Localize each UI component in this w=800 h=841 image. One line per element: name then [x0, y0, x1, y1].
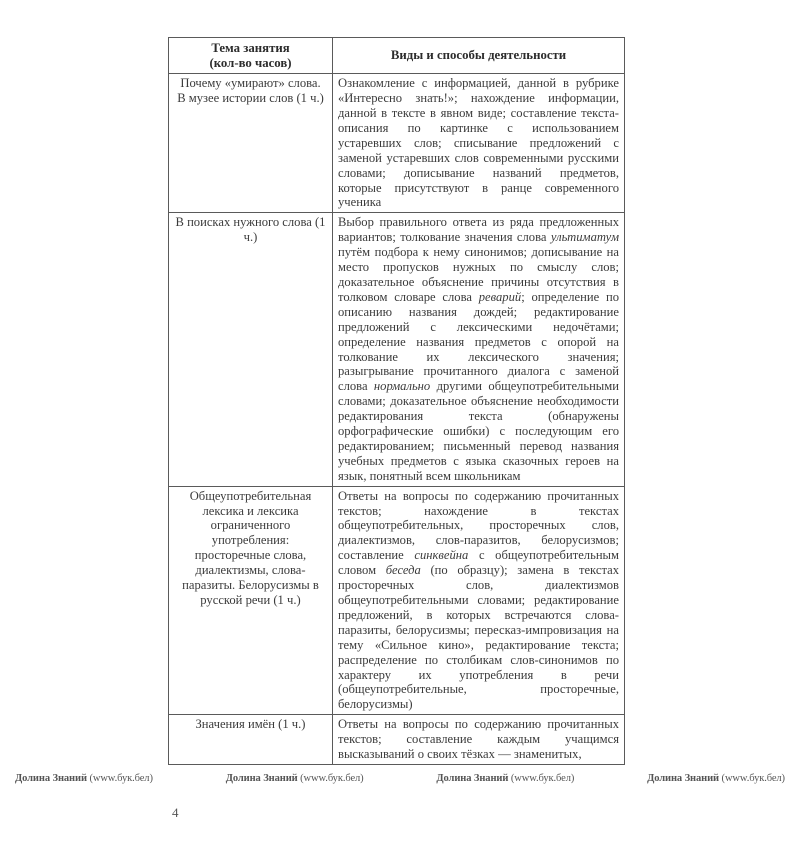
topic-text: Значения имён (1 ч.): [195, 717, 306, 732]
header-topic-line2: (кол-во часов): [209, 55, 292, 70]
table-row: [169, 486, 625, 715]
watermark: [15, 772, 153, 786]
watermark-site: (www.бук.бел): [510, 772, 575, 784]
activities-text: Ответы на вопросы по содержанию прочитанных текстов; нахождение в текстах общеупотребительных, просторечных слов, диалектизмов, слов-паразитов, белорусизмов; составление: [338, 488, 619, 563]
table-row: [169, 213, 625, 486]
watermark: [647, 772, 785, 786]
activities-text: путём подбора к нему синонимов; дописывание на место пропусков нужных по смыслу слов; доказательное объяснение причины отсутствия в толковом словаре слова: [338, 245, 619, 304]
activities-text: с общеупотребительным словом: [338, 548, 619, 578]
lesson-plan-table: [168, 37, 625, 765]
topic-cell: [169, 715, 333, 765]
watermark-site: (www.бук.бел): [89, 772, 153, 784]
header-topic-line1: Тема занятия: [211, 41, 290, 55]
activities-text: Ознакомление с информацией, данной в рубрике «Интересно знать!»; нахождение информации, данной в тексте в явном виде; составление текста-описания по картинке с использованием устаревших слов; списывание предложений с заменой устаревших слов современными русскими словами; дописывание названий предметов, которые присутствуют в ранце современного ученика: [338, 76, 619, 210]
page-number: 4: [172, 804, 179, 820]
watermark: [436, 772, 574, 786]
italic-term: ультиматум: [550, 230, 619, 245]
activities-text: Выбор правильного ответа из ряда предложенных вариантов; толкование значения слова: [338, 215, 619, 245]
activities-text: (по образцу); замена в текстах просторечных слов, диалектизмов общеупотребительными словами; редактирование предложений, в которых встречаются слова-паразиты, белорусизмы; пересказ-импровизация на тему «Сильное кино», редактирование текста; распределение по столбикам слов-синонимов по характеру их употребления в речи (общеупотребительные, просторечные, белорусизмы): [338, 563, 619, 712]
italic-term: нормально: [373, 379, 431, 394]
table-row: [169, 715, 625, 765]
watermark: [226, 772, 364, 786]
watermark-site: (www.бук.бел): [721, 772, 785, 784]
topic-text: В поисках нужного слова (1 ч.): [175, 215, 326, 245]
topic-cell: [169, 74, 333, 213]
table-row: [169, 74, 625, 213]
watermark-brand: Долина Знаний: [647, 772, 720, 784]
italic-term: беседа: [385, 563, 421, 578]
watermark-brand: Долина Знаний: [15, 772, 87, 784]
watermark-strip: [15, 771, 785, 787]
watermark-brand: Долина Знаний: [436, 772, 509, 784]
activities-cell: [333, 74, 625, 213]
activities-text: ; определение по описанию названия дождей; редактирование предложений с лексическими недочётами; определение названия предметов с опорой на толкование их лексического значения; разыгрывание прочитанного диалога с заменой слова: [338, 289, 619, 394]
watermark-brand: Долина Знаний: [225, 772, 298, 784]
activities-text: Ответы на вопросы по содержанию прочитанных текстов; составление каждым учащимся высказываний о своих тёзках — знаменитых,: [338, 717, 619, 762]
activities-cell: [333, 715, 625, 765]
activities-text: другими общеупотребительными словами; доказательное объяснение необходимости редактирования текста (обнаружены орфографические ошибки) с последующим его редактированием; письменный перевод названия учебных предметов с языка сказочных героев на язык, понятный всем школьникам: [338, 379, 619, 483]
italic-term: синквейна: [414, 548, 469, 563]
activities-cell: [333, 213, 625, 486]
watermark-site: (www.бук.бел): [300, 772, 364, 784]
table-header-row: [169, 38, 625, 74]
topic-cell: [169, 213, 333, 486]
header-topic: [169, 38, 333, 74]
topic-cell: [169, 486, 333, 715]
activities-cell: [333, 486, 625, 715]
topic-text: Почему «умирают» слова. В музее истории слов (1 ч.): [177, 76, 324, 106]
italic-term: реварий: [478, 289, 522, 304]
header-activities: Виды и способы деятельности: [333, 38, 625, 74]
topic-text: Общеупотребительная лексика и лексика ограниченного употребления: просторечные слова, диалектизмы, слова-паразиты. Белорусизмы в русской речи (1 ч.): [182, 488, 319, 607]
